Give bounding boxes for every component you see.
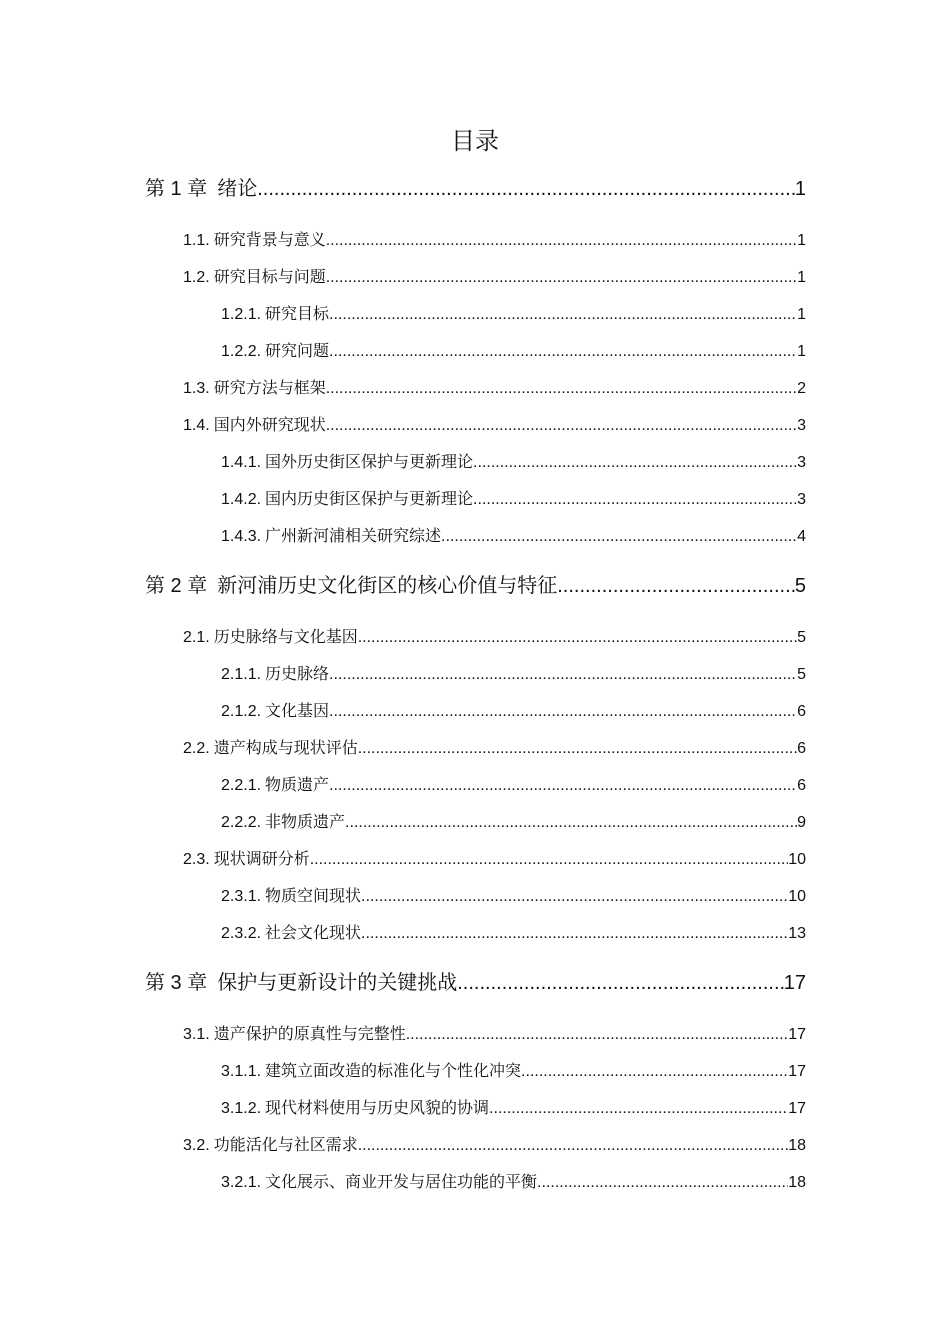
toc-entry[interactable] (183, 370, 806, 407)
dot-leader (329, 333, 797, 370)
entry-title: 研究背景与意义 (213, 232, 326, 249)
dot-leader (329, 693, 797, 730)
entry-title: 非物质遗产 (265, 814, 346, 831)
entry-label (221, 1053, 521, 1090)
table-of-contents (0, 171, 950, 1201)
entry-label (183, 730, 358, 767)
entry-number: 1.3. (183, 380, 210, 397)
entry-title: 社会文化现状 (265, 925, 362, 942)
dot-leader (457, 965, 784, 1002)
entry-number: 1.4.2. (221, 491, 262, 508)
entry-title: 广州新河浦相关研究综述 (265, 528, 442, 545)
entry-page-number: 13 (788, 925, 806, 942)
entry-title: 遗产保护的原真性与完整性 (213, 1026, 406, 1043)
entry-page-number: 1 (797, 343, 806, 360)
entry-label (221, 693, 329, 730)
entry-title: 国内历史街区保护与更新理论 (265, 491, 474, 508)
dot-leader (361, 878, 788, 915)
entry-number: 1.4.1. (221, 454, 262, 471)
entry-title: 建筑立面改造的标准化与个性化冲突 (265, 1063, 522, 1080)
entry-page-number: 10 (788, 888, 806, 905)
entry-number: 2.1. (183, 629, 210, 646)
entry-number: 2.3.1. (221, 888, 262, 905)
entry-number: 第 3 章 (145, 972, 208, 994)
toc-entry[interactable] (221, 296, 806, 333)
dot-leader (406, 1016, 789, 1053)
entry-title: 新河浦历史文化街区的核心价值与特征 (217, 575, 558, 597)
entry-label (183, 370, 326, 407)
toc-entry[interactable] (221, 1164, 806, 1201)
entry-number: 1.2. (183, 269, 210, 286)
entry-page-number: 6 (797, 703, 806, 720)
entry-label (183, 1127, 358, 1164)
entry-page-number: 9 (797, 814, 806, 831)
entry-number: 3.1. (183, 1026, 210, 1043)
entry-title: 研究目标与问题 (213, 269, 326, 286)
entry-page-number: 1 (797, 269, 806, 286)
entry-label (145, 965, 457, 1002)
entry-number: 第 1 章 (145, 178, 208, 200)
entry-title: 研究方法与框架 (213, 380, 326, 397)
entry-page-number: 4 (797, 528, 806, 545)
entry-number: 2.2. (183, 740, 210, 757)
dot-leader (329, 296, 797, 333)
toc-entry[interactable] (183, 730, 806, 767)
dot-leader (310, 841, 789, 878)
entry-page-number: 10 (788, 851, 806, 868)
toc-entry[interactable] (183, 222, 806, 259)
entry-page-number: 1 (797, 232, 806, 249)
toc-entry[interactable] (221, 518, 806, 555)
entry-title: 研究目标 (265, 306, 330, 323)
entry-page-number: 17 (783, 972, 806, 994)
toc-entry[interactable] (183, 1016, 806, 1053)
entry-label (183, 841, 310, 878)
toc-chapter-entry[interactable] (145, 568, 806, 605)
entry-page-number: 6 (797, 740, 806, 757)
entry-label (183, 619, 358, 656)
toc-entry[interactable] (183, 1127, 806, 1164)
entry-title: 文化展示、商业开发与居住功能的平衡 (265, 1174, 538, 1191)
entry-number: 1.4.3. (221, 528, 262, 545)
entry-label (221, 767, 329, 804)
toc-entry[interactable] (183, 407, 806, 444)
toc-entry[interactable] (183, 259, 806, 296)
entry-number: 2.3.2. (221, 925, 262, 942)
entry-label (221, 656, 329, 693)
entry-number: 3.1.1. (221, 1063, 262, 1080)
entry-page-number: 6 (797, 777, 806, 794)
dot-leader (521, 1053, 788, 1090)
entry-title: 国内外研究现状 (213, 417, 326, 434)
dot-leader (489, 1090, 788, 1127)
toc-chapter-entry[interactable] (145, 171, 806, 208)
dot-leader (329, 656, 797, 693)
dot-leader (473, 444, 797, 481)
entry-page-number: 17 (788, 1063, 806, 1080)
entry-number: 3.2.1. (221, 1174, 262, 1191)
entry-title: 绪论 (217, 178, 258, 200)
entry-page-number: 3 (797, 454, 806, 471)
entry-page-number: 1 (794, 178, 806, 200)
entry-number: 1.2.1. (221, 306, 262, 323)
toc-entry[interactable] (221, 333, 806, 370)
dot-leader (441, 518, 797, 555)
dot-leader (257, 171, 795, 208)
entry-number: 第 2 章 (145, 575, 208, 597)
entry-number: 1.1. (183, 232, 210, 249)
entry-page-number: 3 (797, 417, 806, 434)
entry-label (221, 333, 329, 370)
entry-number: 2.1.1. (221, 666, 262, 683)
entry-title: 现代材料使用与历史风貌的协调 (265, 1100, 490, 1117)
entry-number: 1.4. (183, 417, 210, 434)
entry-title: 保护与更新设计的关键挑战 (217, 972, 458, 994)
dot-leader (326, 370, 797, 407)
entry-title: 物质空间现状 (265, 888, 362, 905)
entry-page-number: 17 (788, 1100, 806, 1117)
entry-label (145, 568, 557, 605)
entry-label (221, 1090, 489, 1127)
entry-label (183, 1016, 406, 1053)
entry-label (221, 915, 361, 952)
entry-label (221, 804, 345, 841)
toc-entry[interactable] (221, 767, 806, 804)
dot-leader (358, 730, 797, 767)
entry-label (221, 481, 473, 518)
entry-page-number: 5 (794, 575, 806, 597)
toc-entry[interactable] (221, 804, 806, 841)
toc-entry[interactable] (221, 1090, 806, 1127)
entry-page-number: 18 (788, 1174, 806, 1191)
toc-entry[interactable] (221, 878, 806, 915)
toc-entry[interactable] (221, 481, 806, 518)
toc-entry[interactable] (221, 915, 806, 952)
dot-leader (329, 767, 797, 804)
entry-page-number: 1 (797, 306, 806, 323)
entry-number: 2.2.1. (221, 777, 262, 794)
entry-title: 遗产构成与现状评估 (213, 740, 358, 757)
dot-leader (358, 1127, 789, 1164)
entry-number: 2.1.2. (221, 703, 262, 720)
entry-label (183, 222, 326, 259)
entry-label (221, 296, 329, 333)
entry-number: 1.2.2. (221, 343, 262, 360)
entry-page-number: 5 (797, 629, 806, 646)
dot-leader (557, 568, 795, 605)
toc-entry[interactable] (221, 693, 806, 730)
entry-title: 功能活化与社区需求 (213, 1137, 358, 1154)
entry-title: 历史脉络与文化基因 (213, 629, 358, 646)
entry-title: 文化基因 (265, 703, 330, 720)
entry-page-number: 5 (797, 666, 806, 683)
entry-label (221, 518, 441, 555)
entry-label (145, 171, 257, 208)
dot-leader (473, 481, 797, 518)
entry-page-number: 3 (797, 491, 806, 508)
dot-leader (537, 1164, 788, 1201)
entry-number: 2.3. (183, 851, 210, 868)
entry-title: 历史脉络 (265, 666, 330, 683)
dot-leader (326, 259, 797, 296)
entry-number: 3.2. (183, 1137, 210, 1154)
dot-leader (358, 619, 797, 656)
entry-title: 物质遗产 (265, 777, 330, 794)
entry-title: 研究问题 (265, 343, 330, 360)
toc-chapter-entry[interactable] (145, 965, 806, 1002)
toc-entry[interactable] (221, 1053, 806, 1090)
entry-label (221, 444, 473, 481)
toc-title: 目录 (451, 128, 499, 155)
toc-entry[interactable] (221, 656, 806, 693)
dot-leader (326, 407, 797, 444)
entry-title: 国外历史街区保护与更新理论 (265, 454, 474, 471)
entry-title: 现状调研分析 (213, 851, 310, 868)
entry-page-number: 2 (797, 380, 806, 397)
entry-number: 2.2.2. (221, 814, 262, 831)
entry-page-number: 18 (788, 1137, 806, 1154)
entry-page-number: 17 (788, 1026, 806, 1043)
entry-label (183, 259, 326, 296)
dot-leader (361, 915, 788, 952)
entry-label (221, 878, 361, 915)
entry-label (221, 1164, 537, 1201)
entry-number: 3.1.2. (221, 1100, 262, 1117)
toc-entry[interactable] (183, 619, 806, 656)
toc-entry[interactable] (183, 841, 806, 878)
toc-entry[interactable] (221, 444, 806, 481)
dot-leader (345, 804, 797, 841)
dot-leader (326, 222, 797, 259)
entry-label (183, 407, 326, 444)
